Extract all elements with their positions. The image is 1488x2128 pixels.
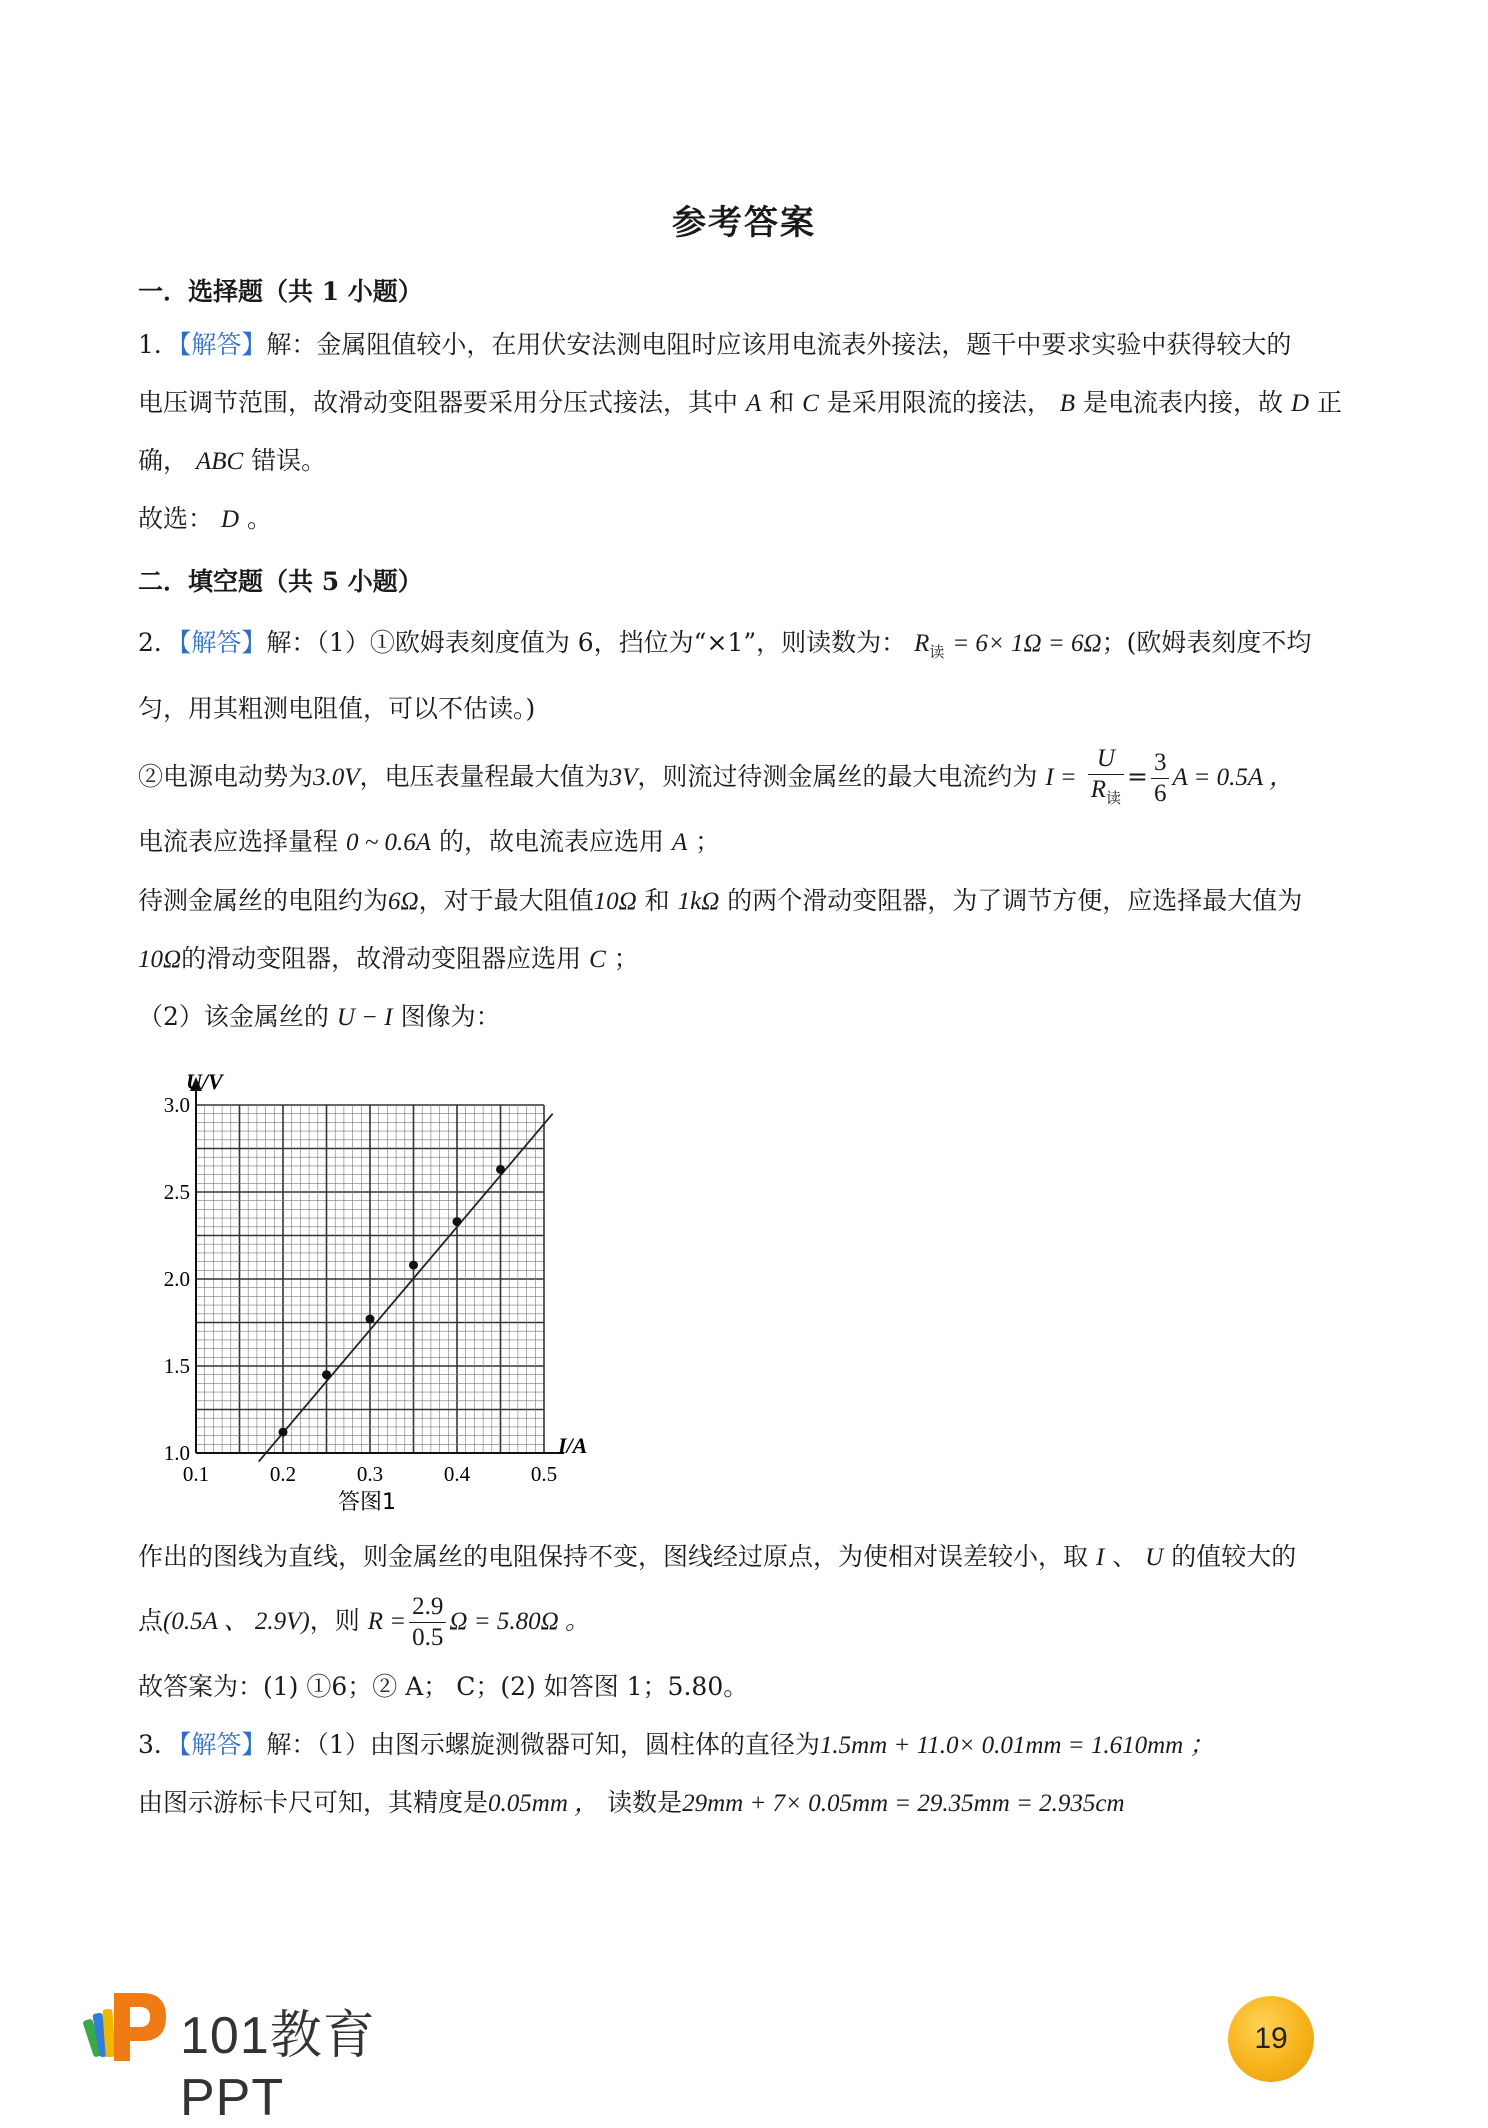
q2-text-3c: ，则流过待测金属丝的最大电流约为: [637, 762, 1038, 791]
q1-line-3: [138, 444, 1368, 479]
ui-label: U − I: [336, 1004, 393, 1031]
q2-text-2: 匀，用其粗测电阻值，可以不估读。): [138, 694, 536, 723]
frac-numerator-U: U: [1088, 744, 1124, 775]
x-tick-label: 0.1: [182, 1462, 210, 1486]
q3-text-2: 由图示游标卡尺可知，其精度是: [138, 1788, 489, 1817]
q3-text-1: 解：（1）由图示螺旋测微器可知，圆柱体的直径为: [266, 1730, 820, 1759]
q1-text-1: 解：金属阻值较小，在用伏安法测电阻时应该用电流表外接法，题干中要求实验中获得较大的: [266, 330, 1292, 359]
q2-text-4c: ；: [695, 827, 721, 856]
var-A: A: [745, 390, 762, 417]
section-heading-choice: 一．选择题（共 1 小题）: [138, 277, 423, 306]
q2-line-8: [138, 1540, 1368, 1575]
x-tick-label: 0.2: [269, 1462, 297, 1486]
y-tick-label: 2.0: [163, 1267, 190, 1291]
x-axis-label: I/A: [558, 1433, 588, 1458]
q2-text-3a: ②电源电动势为: [138, 762, 314, 791]
fraction-U-over-R: [1088, 744, 1124, 814]
q2-line-1: [138, 626, 1368, 669]
q1-line-1: [138, 328, 1368, 362]
emf-value: 3.0V: [313, 764, 360, 791]
answer-tag[interactable]: 【解答】: [178, 1730, 267, 1759]
var-U: U: [1145, 1544, 1164, 1571]
q2-eq-1: = 6× 1Ω = 6Ω: [952, 630, 1102, 657]
y-axis-label: U/V: [186, 1069, 223, 1094]
x-tick-label: 0.4: [443, 1462, 471, 1486]
r6-value: 6Ω: [388, 888, 419, 915]
q2-text-5a: 待测金属丝的电阻约为: [138, 886, 389, 915]
q2-eq-9: Ω = 5.80Ω 。: [449, 1608, 590, 1635]
fraction-2.9-over-0.5: [409, 1592, 446, 1653]
var-C: C: [802, 390, 819, 417]
q2-text-8c: 的值较大的: [1171, 1542, 1297, 1571]
data-point: [279, 1428, 288, 1437]
q1-text-3: 确，: [138, 446, 189, 475]
graph-grid: [190, 1077, 564, 1453]
q1-text-3b: 错误。: [251, 446, 327, 475]
q2-eq-3: A = 0.5A ，: [1172, 764, 1294, 791]
section-heading-fill: 二．填空题（共 5 小题）: [138, 567, 423, 596]
q2-number: 2．: [138, 628, 179, 657]
y-tick-label: 1.0: [163, 1441, 190, 1465]
answer-tag[interactable]: 【解答】: [178, 330, 267, 359]
frac-numerator-2.9: 2.9: [409, 1592, 446, 1623]
logo-icon: [80, 1985, 170, 2065]
var-R: R: [914, 630, 930, 657]
q2-text-4b: 的，故电流表应选用: [438, 827, 664, 856]
ui-graph: [138, 1065, 618, 1515]
r10-value: 10Ω: [593, 888, 637, 915]
q1-text-2b: 和: [769, 388, 795, 417]
var-B: B: [1059, 390, 1076, 417]
x-tick-label: 0.5: [530, 1462, 558, 1486]
q1-text-2a: 电压调节范围，故滑动变阻器要采用分压式接法，其中: [138, 388, 739, 417]
q2-text-1a: 解：（1）①欧姆表刻度值为 6，挡位为“×1”，则读数为：: [266, 628, 907, 657]
q2-text-4a: 电流表应选择量程: [138, 827, 339, 856]
q2-text-1b: ；(欧姆表刻度不均: [1101, 628, 1312, 657]
q3-eq-2b: 29mm + 7× 0.05mm = 29.35mm = 2.935cm: [682, 1790, 1125, 1817]
fraction-3-over-6: [1151, 748, 1170, 809]
var-D: D: [1290, 390, 1310, 417]
q2-line-9: [138, 1586, 1368, 1657]
var-I-eq: I =: [1045, 764, 1077, 791]
subscript-read: 读: [929, 643, 945, 661]
q2-text-6b: ；: [613, 944, 639, 973]
q2-line-7: [138, 1000, 1368, 1035]
frac-numerator-3: 3: [1151, 748, 1170, 779]
data-point: [366, 1315, 375, 1324]
q3-number: 3．: [138, 1730, 179, 1759]
q2-text-8: 作出的图线为直线，则金属丝的电阻保持不变，图线经过原点，为使相对误差较小，取: [138, 1542, 1089, 1571]
q1-text-4-end: 。: [246, 504, 272, 533]
q3-text-2b: 读数是: [607, 1788, 683, 1817]
q3-eq-1: 1.5mm + 11.0× 0.01mm = 1.610mm ；: [819, 1732, 1215, 1759]
page-number: 19: [1228, 1996, 1314, 2082]
q2-line-2: [138, 692, 1368, 726]
q2-text-5c: 和: [644, 886, 670, 915]
frac-subscript-read: 读: [1106, 790, 1122, 807]
q2-text-5d: 的两个滑动变阻器，为了调节方便，应选择最大值为: [727, 886, 1303, 915]
data-point: [496, 1165, 505, 1174]
q1-text-4: 故选：: [138, 504, 214, 533]
x-tick-label: 0.3: [356, 1462, 384, 1486]
q2-text-3b: ，电压表量程最大值为: [359, 762, 610, 791]
q2-text-5b: ，对于最大阻值: [418, 886, 594, 915]
q1-text-2c: 是采用限流的接法，: [826, 388, 1052, 417]
var-C-choice: C: [589, 946, 606, 973]
q2-text-6a: 的滑动变阻器，故滑动变阻器应选用: [181, 944, 582, 973]
q1-text-2d: 是电流表内接，故: [1083, 388, 1284, 417]
q2-text-7b: 图像为：: [400, 1002, 501, 1031]
frac-denominator-R: R: [1090, 775, 1106, 803]
q2-line-6: [138, 942, 1368, 977]
q3-line-2: [138, 1786, 1368, 1821]
equals-sign: =: [1127, 762, 1148, 791]
r10-value-2: 10Ω: [138, 946, 182, 973]
var-I: I: [1095, 1544, 1105, 1571]
frac-denominator-0.5: 0.5: [412, 1624, 444, 1651]
q1-line-2: [138, 386, 1368, 421]
q2-line-10: [138, 1670, 1368, 1704]
answer-tag[interactable]: 【解答】: [178, 628, 267, 657]
q1-line-4: [138, 502, 1368, 537]
q2-line-3: [138, 742, 1368, 814]
q2-text-9b: ，则: [309, 1606, 360, 1635]
vmax-value: 3V: [609, 764, 638, 791]
q3-eq-2a: 0.05mm ，: [488, 1790, 600, 1817]
q3-line-1: [138, 1728, 1368, 1763]
data-point: [409, 1261, 418, 1270]
frac-denominator-6: 6: [1153, 780, 1167, 807]
q2-text-9a: 点: [138, 1606, 164, 1635]
chart-caption: 答图1: [338, 1490, 396, 1515]
q2-text-8b: 、: [1112, 1542, 1138, 1571]
q2-text-7: （2）该金属丝的: [138, 1002, 329, 1031]
data-point: [322, 1370, 331, 1379]
var-D-answer: D: [220, 506, 240, 533]
range-value: 0 ~ 0.6A: [345, 829, 432, 856]
q2-line-4: [138, 825, 1368, 860]
y-tick-label: 3.0: [163, 1093, 190, 1117]
y-tick-label: 2.5: [163, 1180, 190, 1204]
q2-final-answer: 故答案为：(1) ①6；② A； C；(2) 如答图 1；5.80。: [138, 1672, 749, 1701]
y-tick-label: 1.5: [163, 1354, 190, 1378]
page-title: 参考答案: [672, 203, 816, 243]
q2-line-5: [138, 884, 1368, 919]
brand-name: 101教育PPT: [180, 2007, 376, 2127]
q1-text-2e: 正: [1317, 388, 1343, 417]
q1-number: 1．: [138, 330, 179, 359]
var-R-eq: R =: [367, 1608, 407, 1635]
var-A-choice: A: [671, 829, 688, 856]
r1k-value: 1kΩ: [677, 888, 720, 915]
point-value: (0.5A 、 2.9V): [163, 1608, 310, 1635]
brand-logo: [80, 1985, 460, 2127]
var-ABC: ABC: [195, 448, 244, 475]
data-point: [453, 1217, 462, 1226]
